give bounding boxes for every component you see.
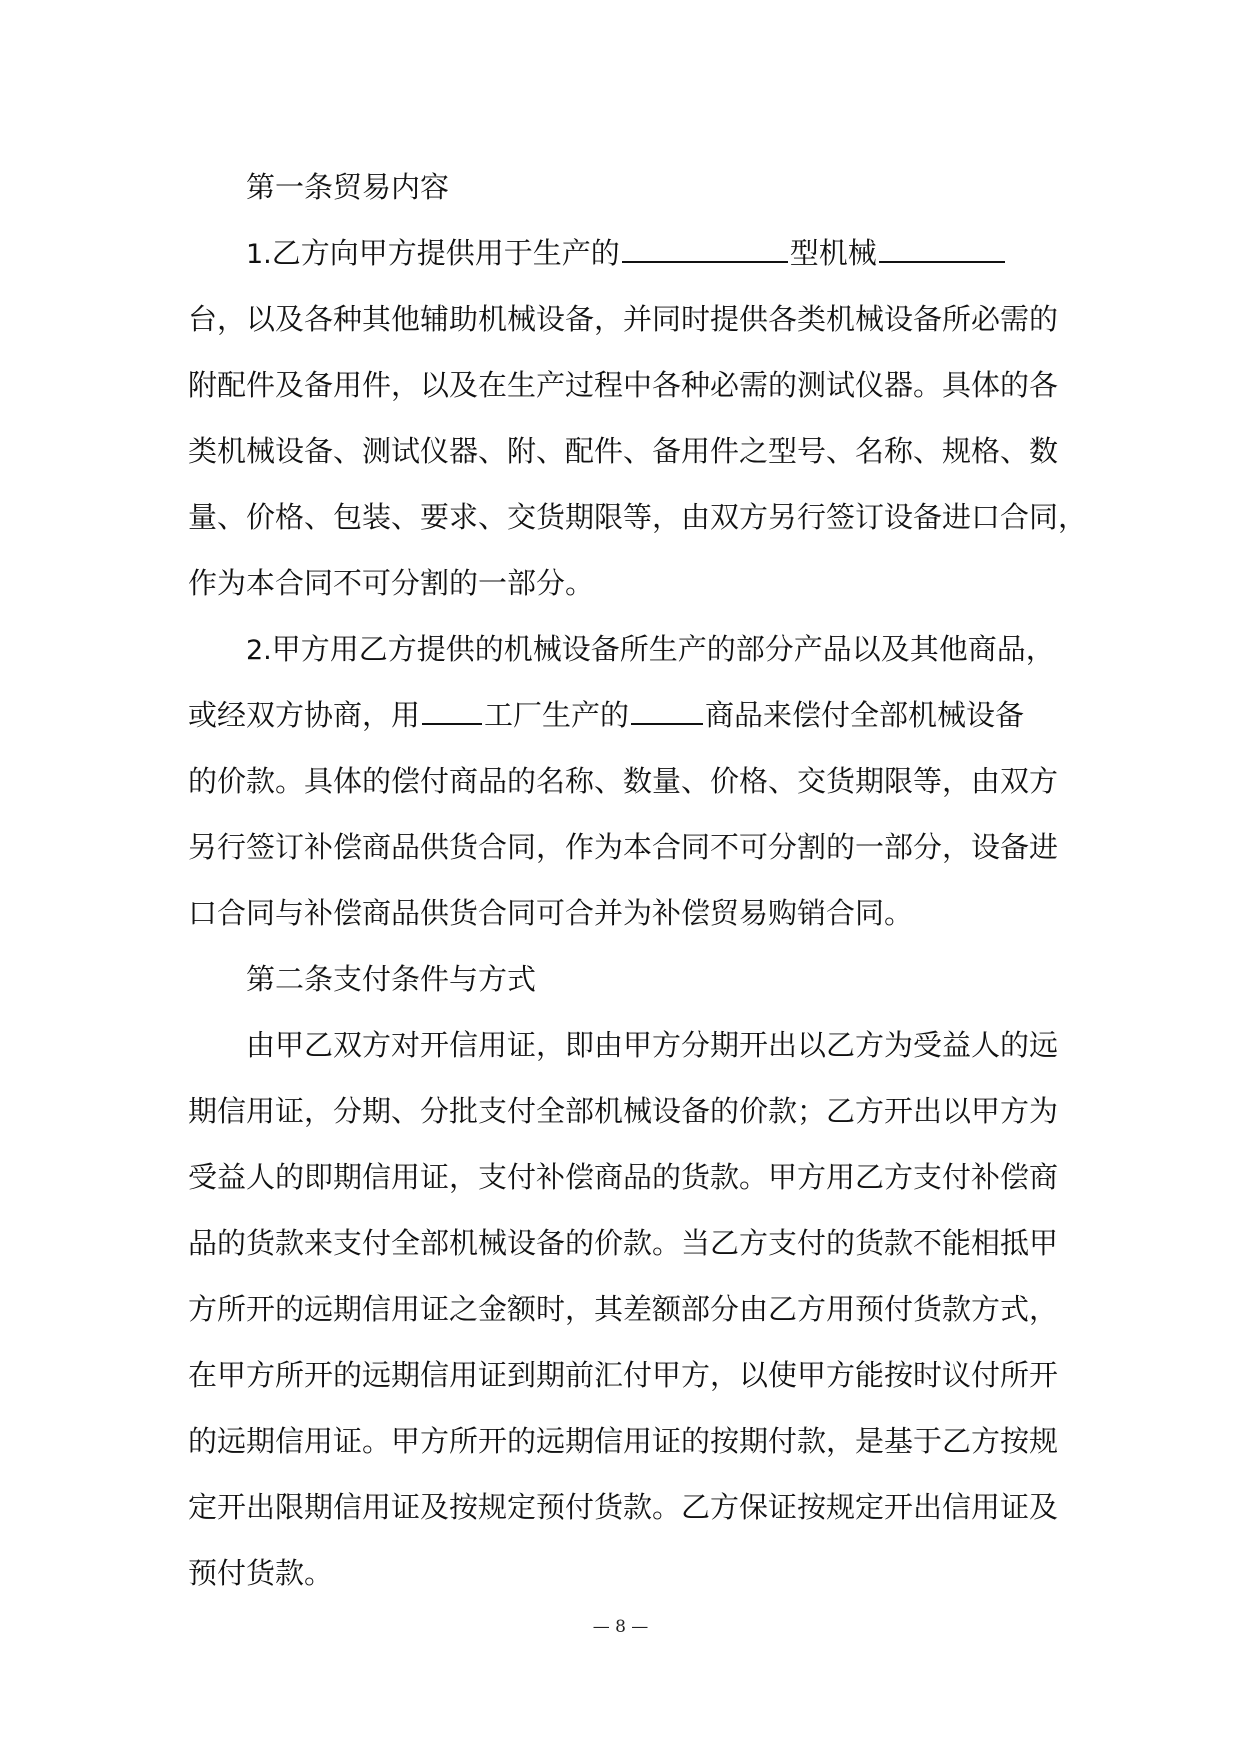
section-heading-text: 第一条贸易内容 <box>246 170 450 204</box>
blank-underline <box>631 689 703 725</box>
paragraph-line: 附配件及备用件，以及在生产过程中各种必需的测试仪器。具体的各 <box>188 368 1059 402</box>
paragraph-first-line: 由甲乙双方对开信用证，即由甲方分期开出以乙方为受益人的远 <box>246 1028 1059 1062</box>
item-2-first-line <box>188 616 1054 682</box>
paragraph-line: 台，以及各种其他辅助机械设备，并同时提供各类机械设备所必需的 <box>188 302 1059 336</box>
paragraph-line: 在甲方所开的远期信用证到期前汇付甲方，以使甲方能按时议付所开 <box>188 1358 1059 1392</box>
blank-underline <box>622 227 788 263</box>
paragraph-line: 量、价格、包装、要求、交货期限等，由双方另行签订设备进口合同， <box>188 500 1088 534</box>
paragraph-line: 的价款。具体的偿付商品的名称、数量、价格、交货期限等，由双方 <box>188 764 1059 798</box>
paragraph-line: 方所开的远期信用证之金额时，其差额部分由乙方用预付货款方式， <box>188 1292 1059 1326</box>
paragraph-line: 定开出限期信用证及按规定预付货款。乙方保证按规定开出信用证及 <box>188 1490 1059 1524</box>
paragraph-text: 工厂生产的 <box>484 698 630 732</box>
blank-underline <box>879 227 1005 263</box>
item-1-first-line <box>188 220 1054 286</box>
paragraph-text: 型机械 <box>789 236 877 270</box>
paragraph-line: 期信用证，分期、分批支付全部机械设备的价款；乙方开出以甲方为 <box>188 1094 1059 1128</box>
paragraph-line: 口合同与补偿商品供货合同可合并为补偿贸易购销合同。 <box>188 896 914 930</box>
section-heading-payment <box>188 946 1054 1012</box>
item-2-second-line <box>188 682 1054 748</box>
paragraph-line: 受益人的即期信用证，支付补偿商品的货款。甲方用乙方支付补偿商 <box>188 1160 1059 1194</box>
section-heading-text: 第二条支付条件与方式 <box>246 962 537 996</box>
section-heading-trade-content <box>188 154 1054 220</box>
paragraph-line: 预付货款。 <box>188 1556 334 1590</box>
paragraph-line: 的远期信用证。甲方所开的远期信用证的按期付款，是基于乙方按规 <box>188 1424 1059 1458</box>
paragraph-text: 甲方用乙方提供的机械设备所生产的部分产品以及其他商品， <box>271 632 1055 666</box>
paragraph-line: 另行签订补偿商品供货合同，作为本合同不可分割的一部分，设备进 <box>188 830 1059 864</box>
paragraph-line: 品的货款来支付全部机械设备的价款。当乙方支付的货款不能相抵甲 <box>188 1226 1059 1260</box>
item-number: 2. <box>246 635 272 666</box>
document-body <box>188 154 1088 1606</box>
blank-underline <box>422 689 482 725</box>
paragraph-line: 类机械设备、测试仪器、附、配件、备用件之型号、名称、规格、数 <box>188 434 1059 468</box>
paragraph-line: 作为本合同不可分割的一部分。 <box>188 566 595 600</box>
paragraph-text: 乙方向甲方提供用于生产的 <box>271 236 620 270</box>
item-number: 1. <box>246 239 272 270</box>
paragraph-text: 商品来偿付全部机械设备 <box>705 698 1025 732</box>
page-number: — 8 — <box>592 1617 649 1637</box>
paragraph-text: 或经双方协商，用 <box>188 698 421 732</box>
